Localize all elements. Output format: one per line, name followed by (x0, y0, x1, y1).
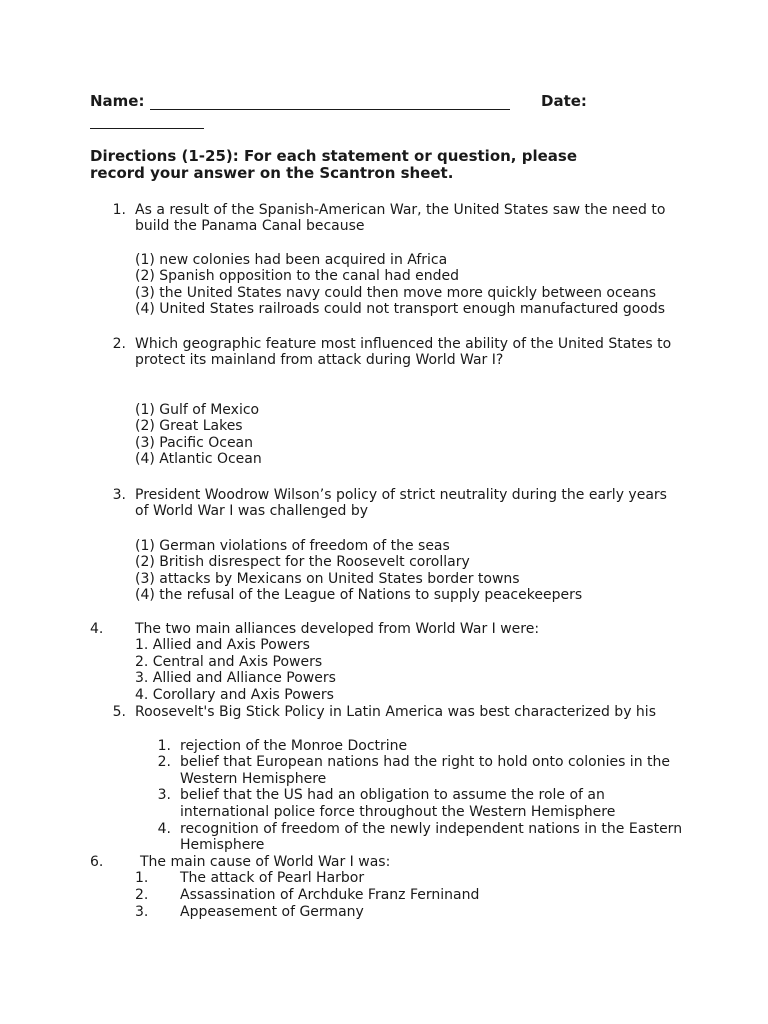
question-6-option-number: 2. (135, 887, 149, 903)
question-2-option: (2) Great Lakes (135, 418, 243, 434)
question-6-option-number: 1. (135, 870, 149, 886)
question-2-option: (3) Pacific Ocean (135, 435, 254, 451)
question-2-text-line: Which geographic feature most influenced the ability of the United States to (135, 336, 672, 352)
question-4-option: 1. Allied and Axis Powers (135, 637, 310, 653)
question-1-option: (3) the United States navy could then move more quickly between oceans (135, 285, 657, 301)
question-3-text-line: of World War I was challenged by (135, 503, 369, 519)
question-5-text-line: Roosevelt's Big Stick Policy in Latin America was best characterized by his (135, 704, 656, 720)
question-6-option-number: 3. (135, 904, 149, 920)
question-5-option-number: 4. (157, 821, 171, 837)
question-1-option: (1) new colonies had been acquired in Africa (135, 252, 448, 268)
question-1-number: 1. (112, 202, 126, 218)
question-4-option: 2. Central and Axis Powers (135, 654, 323, 670)
question-4-number: 4. (90, 621, 104, 637)
question-5-option: belief that European nations had the right to hold onto colonies in the (180, 754, 670, 770)
question-5-option: recognition of freedom of the newly independent nations in the Eastern (180, 821, 683, 837)
question-2-text-line: protect its mainland from attack during World War I? (135, 352, 504, 368)
question-4-text-line: The two main alliances developed from World War I were: (135, 621, 540, 637)
question-5-option: rejection of the Monroe Doctrine (180, 738, 408, 754)
question-4-option: 3. Allied and Alliance Powers (135, 670, 336, 686)
question-6-option: Appeasement of Germany (180, 904, 364, 920)
question-5-option-number: 2. (157, 754, 171, 770)
question-3-option: (4) the refusal of the League of Nations to supply peacekeepers (135, 587, 583, 603)
directions-line-2: record your answer on the Scantron sheet. (90, 164, 454, 182)
date-blank-line (90, 128, 204, 129)
question-2-number: 2. (112, 336, 126, 352)
question-2-option: (4) Atlantic Ocean (135, 451, 262, 467)
question-3-option: (1) German violations of freedom of the seas (135, 538, 450, 554)
question-5-number: 5. (112, 704, 126, 720)
question-5-option: Western Hemisphere (180, 771, 327, 787)
question-4-option: 4. Corollary and Axis Powers (135, 687, 334, 703)
name-blank-line (150, 109, 510, 110)
question-3-option: (3) attacks by Mexicans on United States border towns (135, 571, 520, 587)
question-3-option: (2) British disrespect for the Roosevelt corollary (135, 554, 470, 570)
question-1-option: (4) United States railroads could not transport enough manufactured goods (135, 301, 666, 317)
question-1-text-line: build the Panama Canal because (135, 218, 365, 234)
question-3-number: 3. (112, 487, 126, 503)
question-5-option: international police force throughout the Western Hemisphere (180, 804, 616, 820)
question-1-text-line: As a result of the Spanish-American War, the United States saw the need to (135, 202, 666, 218)
question-6-option: Assassination of Archduke Franz Ferninand (180, 887, 480, 903)
name-label: Name: (90, 92, 145, 110)
question-5-option: Hemisphere (180, 837, 265, 853)
question-3-text-line: President Woodrow Wilson’s policy of strict neutrality during the early years (135, 487, 667, 503)
question-5-option-number: 1. (157, 738, 171, 754)
question-5-option-number: 3. (157, 787, 171, 803)
question-1-option: (2) Spanish opposition to the canal had ended (135, 268, 460, 284)
question-5-option: belief that the US had an obligation to assume the role of an (180, 787, 605, 803)
question-6-option: The attack of Pearl Harbor (180, 870, 365, 886)
directions-line-1: Directions (1-25): For each statement or question, please (90, 147, 577, 165)
question-6-text-line: The main cause of World War I was: (140, 854, 391, 870)
date-label: Date: (541, 92, 587, 110)
question-2-option: (1) Gulf of Mexico (135, 402, 260, 418)
question-6-number: 6. (90, 854, 104, 870)
